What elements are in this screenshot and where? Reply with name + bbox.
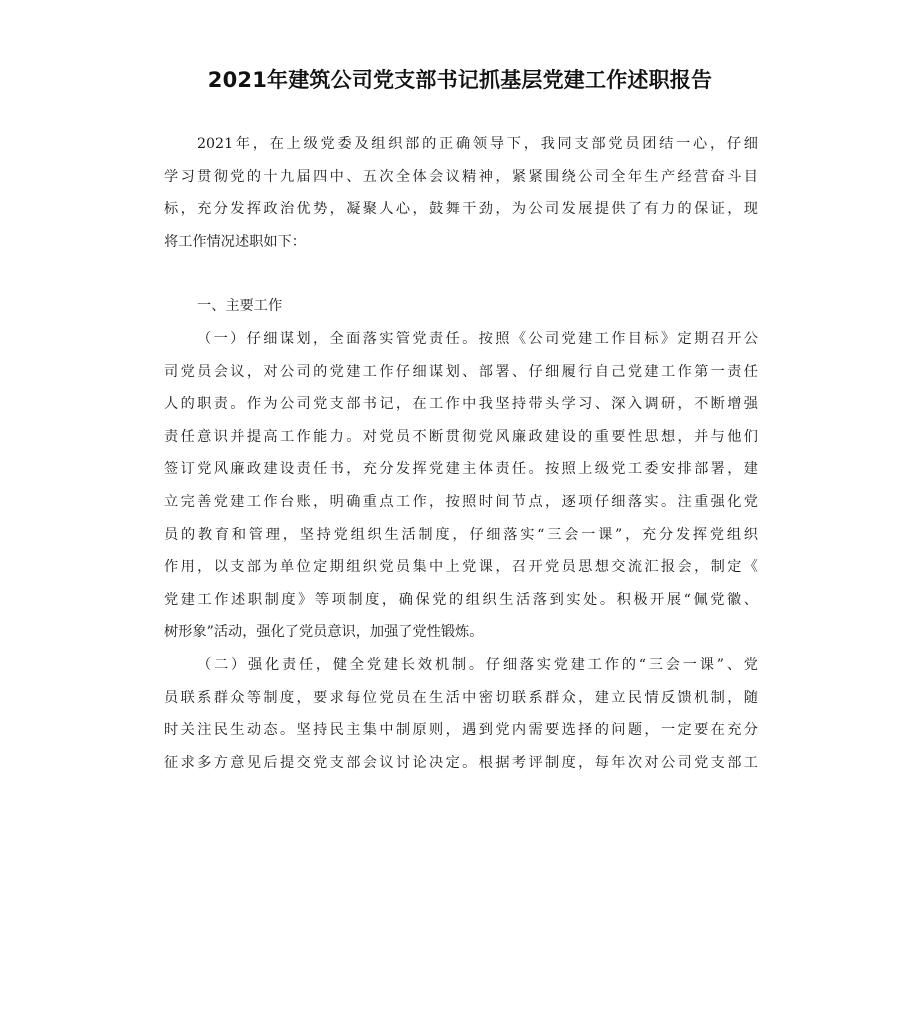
paragraph-line: 立完善党建工作台账，明确重点工作，按照时间节点，逐项仔细落实。注重强化党: [164, 493, 758, 510]
intro-line: 标，充分发挥政治优势，凝聚人心，鼓舞干劲，为公司发展提供了有力的保证，现: [164, 201, 758, 218]
paragraph-line: 员联系群众等制度，要求每位党员在生活中密切联系群众，建立民情反馈机制，随: [164, 689, 758, 706]
section-heading: 一、主要工作: [197, 298, 283, 315]
paragraph-gap: [164, 258, 758, 290]
paragraph-line: （一）仔细谋划，全面落实管党责任。按照《公司党建工作目标》定期召开公: [197, 330, 758, 347]
intro-line: 将工作情况述职如下：: [164, 233, 306, 250]
paragraph-line: 征求多方意见后提交党支部会议讨论决定。根据考评制度，每年次对公司党支部工: [164, 754, 758, 771]
paragraph-line: 作用，以支部为单位定期组织党员集中上党课，召开党员思想交流汇报会，制定《: [164, 559, 758, 576]
paragraph-line: 时关注民生动态。坚持民主集中制原则，遇到党内需要选择的问题，一定要在充分: [164, 722, 758, 739]
paragraph-line: 签订党风廉政建设责任书，充分发挥党建主体责任。按照上级党工委安排部署，建: [164, 461, 758, 478]
paragraph-line: 责任意识并提高工作能力。对党员不断贯彻党风廉政建设的重要性思想，并与他们: [164, 428, 758, 445]
intro-line: 学习贯彻党的十九届四中、五次全体会议精神，紧紧围绕公司全年生产经营奋斗目: [164, 168, 758, 185]
document-body: [164, 128, 758, 779]
document-title: 2021年建筑公司党支部书记抓基层党建工作述职报告: [207, 68, 713, 92]
paragraph-line: 员的教育和管理，坚持党组织生活制度，仔细落实“三会一课”，充分发挥党组织: [164, 526, 758, 543]
intro-line: 2021年，在上级党委及组织部的正确领导下，我同支部党员团结一心，仔细: [197, 136, 758, 152]
paragraph-line: 树形象”活动，强化了党员意识，加强了党性锻炼。: [164, 624, 484, 641]
paragraph-line: （二）强化责任，健全党建长效机制。仔细落实党建工作的“三会一课”、党: [197, 656, 758, 673]
paragraph-line: 人的职责。作为公司党支部书记，在工作中我坚持带头学习、深入调研，不断增强: [164, 396, 758, 413]
paragraph-line: 司党员会议，对公司的党建工作仔细谋划、部署、仔细履行自己党建工作第一责任: [164, 363, 758, 380]
paragraph-line: 党建工作述职制度》等项制度，确保党的组织生活落到实处。积极开展“佩党徽、: [164, 591, 758, 608]
